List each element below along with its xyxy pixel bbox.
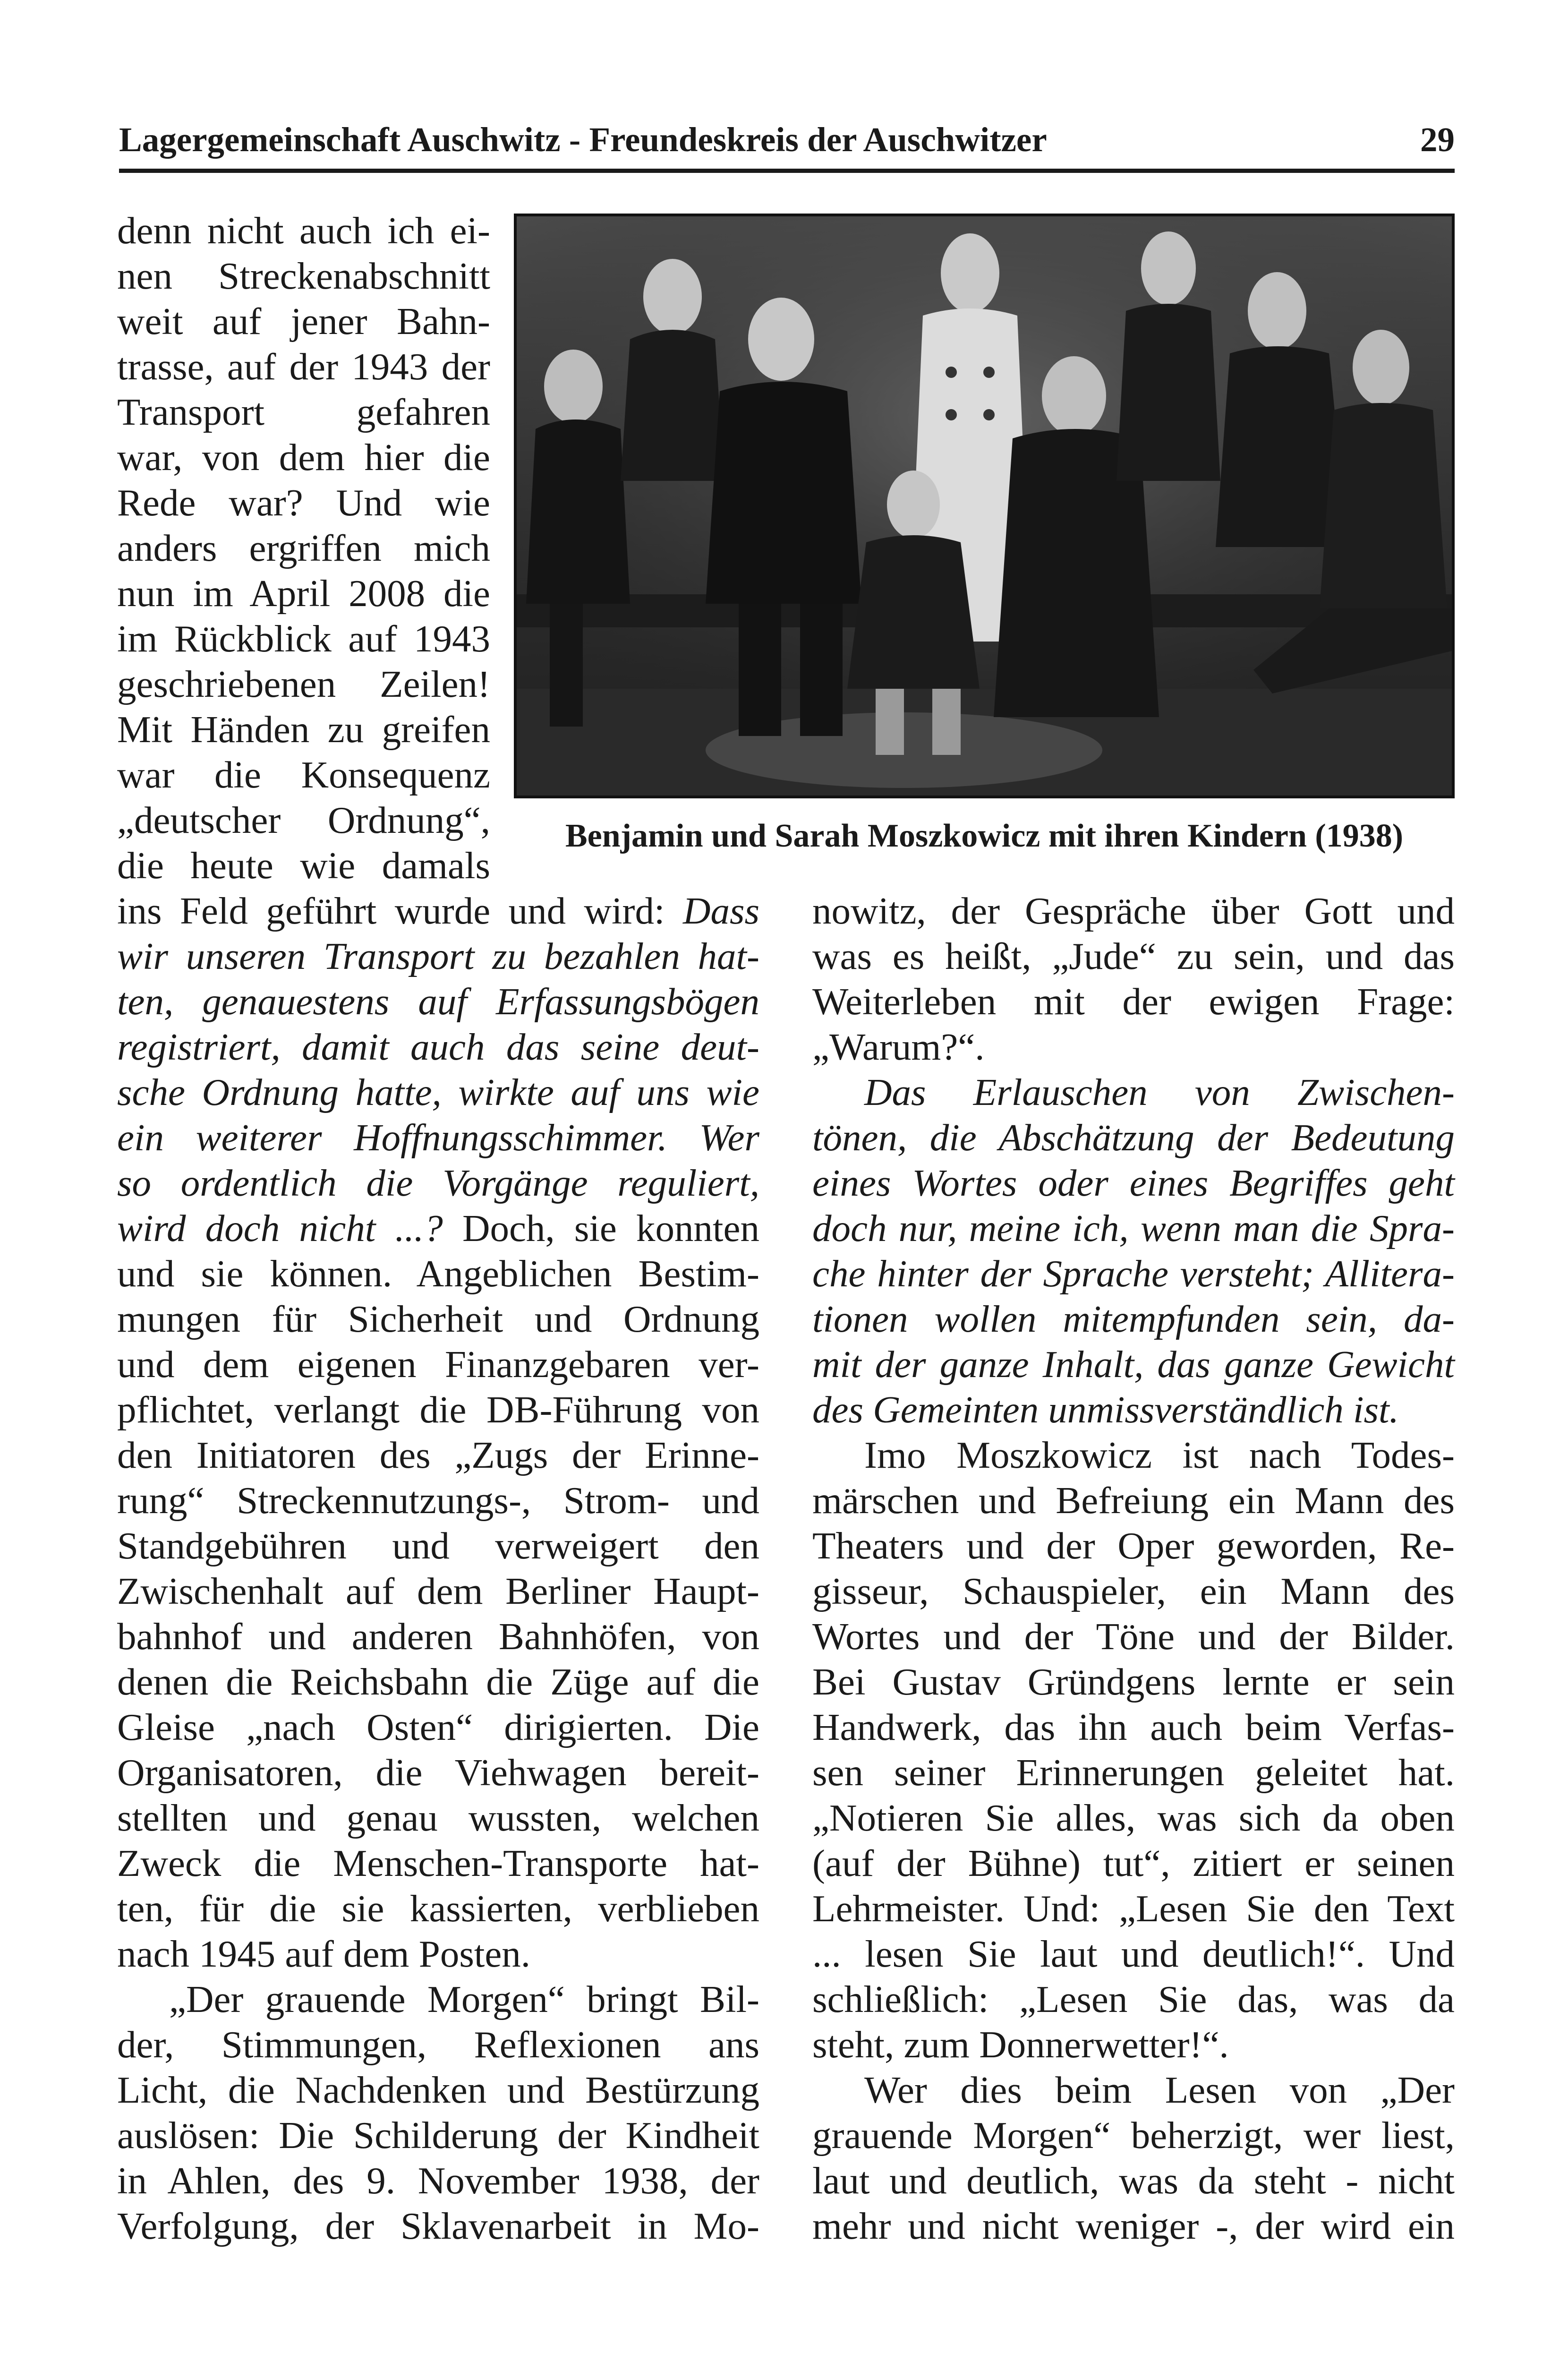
text-line: sen seiner Erinnerungen geleitet hat.: [812, 1751, 1455, 1794]
text-line: steht, zum Donnerwetter!“.: [812, 2023, 1229, 2066]
text-line: Verfolgung, der Sklavenarbeit in Mo-: [117, 2205, 759, 2247]
text-line: stellten und genau wussten, welchen: [117, 1797, 759, 1839]
text-line: [117, 888, 759, 933]
text-run-italic: sche Ordnung hatte, wirkte auf uns wie: [117, 1071, 759, 1113]
text-line: [812, 1070, 1455, 1115]
family-photo-image: [517, 216, 1452, 796]
text-line: und dem eigenen Finanzgebaren ver-: [117, 1343, 759, 1386]
text-line: [812, 1296, 1455, 1342]
text-line: nun im April 2008 die: [117, 572, 490, 615]
narrow-column: [117, 208, 490, 888]
text-line: die heute wie damals: [117, 844, 490, 887]
text-run-italic: mit der ganze Inhalt, das ganze Gewicht: [812, 1343, 1455, 1386]
page-number: 29: [1420, 120, 1455, 159]
text-run: Doch, sie konnten: [443, 1207, 759, 1249]
text-line: im Rückblick auf 1943: [117, 617, 490, 660]
text-line: ... lesen Sie laut und deutlich!“. Und: [812, 1933, 1455, 1975]
text-line: ten, für die sie kassierten, verblieben: [117, 1887, 759, 1930]
text-run-italic: doch nur, meine ich, wenn man die Spra-: [812, 1207, 1455, 1249]
text-line: Imo Moszkowicz ist nach Todes-: [864, 1434, 1455, 1476]
text-run-italic: registriert, damit auch das seine deut-: [117, 1026, 759, 1068]
text-line: laut und deutlich, was da steht - nicht: [812, 2159, 1455, 2202]
text-line: [117, 979, 759, 1024]
family-photo: [514, 214, 1455, 798]
header-title: Lagergemeinschaft Auschwitz - Freundeskreis der Auschwitzer: [119, 120, 1047, 159]
text-run-italic: ten, genauestens auf Erfassungsbögen: [117, 980, 759, 1023]
text-line: märschen und Befreiung ein Mann des: [812, 1479, 1455, 1522]
text-line: „Notieren Sie alles, was sich da oben: [812, 1797, 1455, 1839]
text-line: Handwerk, das ihn auch beim Verfas-: [812, 1706, 1455, 1748]
text-line: [812, 1115, 1455, 1160]
text-line: den Initiatoren des „Zugs der Erinne-: [117, 1434, 759, 1476]
text-line: Gleise „nach Osten“ dirigierten. Die: [117, 1706, 759, 1748]
text-line: [812, 1251, 1455, 1296]
text-line: weit auf jener Bahn-: [117, 300, 490, 342]
text-line: [117, 1160, 759, 1206]
text-run-italic: che hinter der Sprache versteht; Allitera-: [812, 1252, 1455, 1295]
text-line: (auf der Bühne) tut“, zitiert er seinen: [812, 1842, 1455, 1884]
text-line: grauende Morgen“ beherzigt, wer liest,: [812, 2114, 1455, 2157]
text-line: Zwischenhalt auf dem Berliner Haupt-: [117, 1570, 759, 1612]
text-line: nach 1945 auf dem Posten.: [117, 1933, 531, 1975]
text-line: denen die Reichsbahn die Züge auf die: [117, 1660, 759, 1703]
text-line: „deutscher Ordnung“,: [117, 799, 490, 841]
text-line: und sie können. Angeblichen Bestim-: [117, 1252, 759, 1295]
text-run-italic: tönen, die Abschätzung der Bedeutung: [812, 1116, 1455, 1159]
text-line: Lehrmeister. Und: „Lesen Sie den Text: [812, 1887, 1455, 1930]
text-line: war die Konsequenz: [117, 753, 490, 796]
text-line: [117, 1206, 759, 1251]
text-run-italic: so ordentlich die Vorgänge reguliert,: [117, 1162, 759, 1204]
text-line: der, Stimmungen, Reflexionen ans: [117, 2023, 759, 2066]
text-line: [117, 1070, 759, 1115]
text-line: [117, 933, 759, 979]
text-line: mungen für Sicherheit und Ordnung: [117, 1298, 759, 1340]
left-column: [117, 888, 759, 2249]
text-line: nowitz, der Gespräche über Gott und: [812, 890, 1455, 932]
photo-caption: Benjamin und Sarah Moszkowicz mit ihren Kindern (1938): [565, 818, 1404, 854]
text-line: Wortes und der Töne und der Bilder.: [812, 1615, 1455, 1658]
text-line: „Der grauende Morgen“ bringt Bil-: [169, 1978, 759, 2020]
text-line: geschriebenen Zeilen!: [117, 663, 490, 705]
text-line: war, von dem hier die: [117, 436, 490, 479]
text-line: anders ergriffen mich: [117, 527, 490, 569]
text-line: schließlich: „Lesen Sie das, was da: [812, 1978, 1455, 2020]
text-line: in Ahlen, des 9. November 1938, der: [117, 2159, 759, 2202]
text-line: Theaters und der Oper geworden, Re-: [812, 1524, 1455, 1567]
text-run-italic: wir unseren Transport zu bezahlen hat-: [117, 935, 759, 977]
text-run-italic: tionen wollen mitempfunden sein, da-: [812, 1298, 1455, 1340]
text-line: mehr und nicht weniger -, der wird ein: [812, 2205, 1455, 2247]
text-line: Weiterleben mit der ewigen Frage:: [812, 980, 1455, 1023]
text-run-italic: des Gemeinten unmissverständlich ist.: [812, 1388, 1399, 1431]
text-line: denn nicht auch ich ei-: [117, 209, 490, 252]
text-line: was es heißt, „Jude“ zu sein, und das: [812, 935, 1455, 977]
running-header: [119, 116, 1455, 173]
text-run: ins Feld geführt wurde und wird:: [117, 890, 683, 932]
text-line: bahnhof und anderen Bahnhöfen, von: [117, 1615, 759, 1658]
text-line: [812, 1206, 1455, 1251]
text-line: [812, 1342, 1455, 1387]
text-line: Mit Händen zu greifen: [117, 708, 490, 751]
text-run-italic: eines Wortes oder eines Begriffes geht: [812, 1162, 1455, 1204]
text-line: „Warum?“.: [812, 1026, 985, 1068]
text-line: auslösen: Die Schilderung der Kindheit: [117, 2114, 759, 2157]
text-line: Standgebühren und verweigert den: [117, 1524, 759, 1567]
text-run-italic: Dass: [682, 890, 759, 932]
text-line: [812, 1160, 1455, 1206]
text-line: Wer dies beim Lesen von „Der: [864, 2069, 1455, 2111]
text-line: nen Streckenabschnitt: [117, 255, 490, 297]
text-run-italic: wird doch nicht ...?: [117, 1207, 443, 1249]
text-line: Licht, die Nachdenken und Bestürzung: [117, 2069, 759, 2111]
text-line: pflichtet, verlangt die DB-Führung von: [117, 1388, 759, 1431]
text-line: Organisatoren, die Viehwagen bereit-: [117, 1751, 759, 1794]
text-line: trasse, auf der 1943 der: [117, 345, 490, 388]
text-line: Rede war? Und wie: [117, 481, 490, 524]
text-run-italic: ein weiterer Hoffnungsschimmer. Wer: [117, 1116, 759, 1159]
text-line: gisseur, Schauspieler, ein Mann des: [812, 1570, 1455, 1612]
text-line: Bei Gustav Gründgens lernte er sein: [812, 1660, 1455, 1703]
text-line: rung“ Streckennutzungs-, Strom- und: [117, 1479, 759, 1522]
text-run-italic: Das Erlauschen von Zwischen-: [864, 1071, 1455, 1113]
text-line: [117, 1024, 759, 1070]
right-column: [812, 888, 1455, 2249]
text-line: Transport gefahren: [117, 391, 490, 433]
text-line: [812, 1387, 1455, 1432]
text-line: Zweck die Menschen-Transporte hat-: [117, 1842, 759, 1884]
text-line: [117, 1115, 759, 1160]
